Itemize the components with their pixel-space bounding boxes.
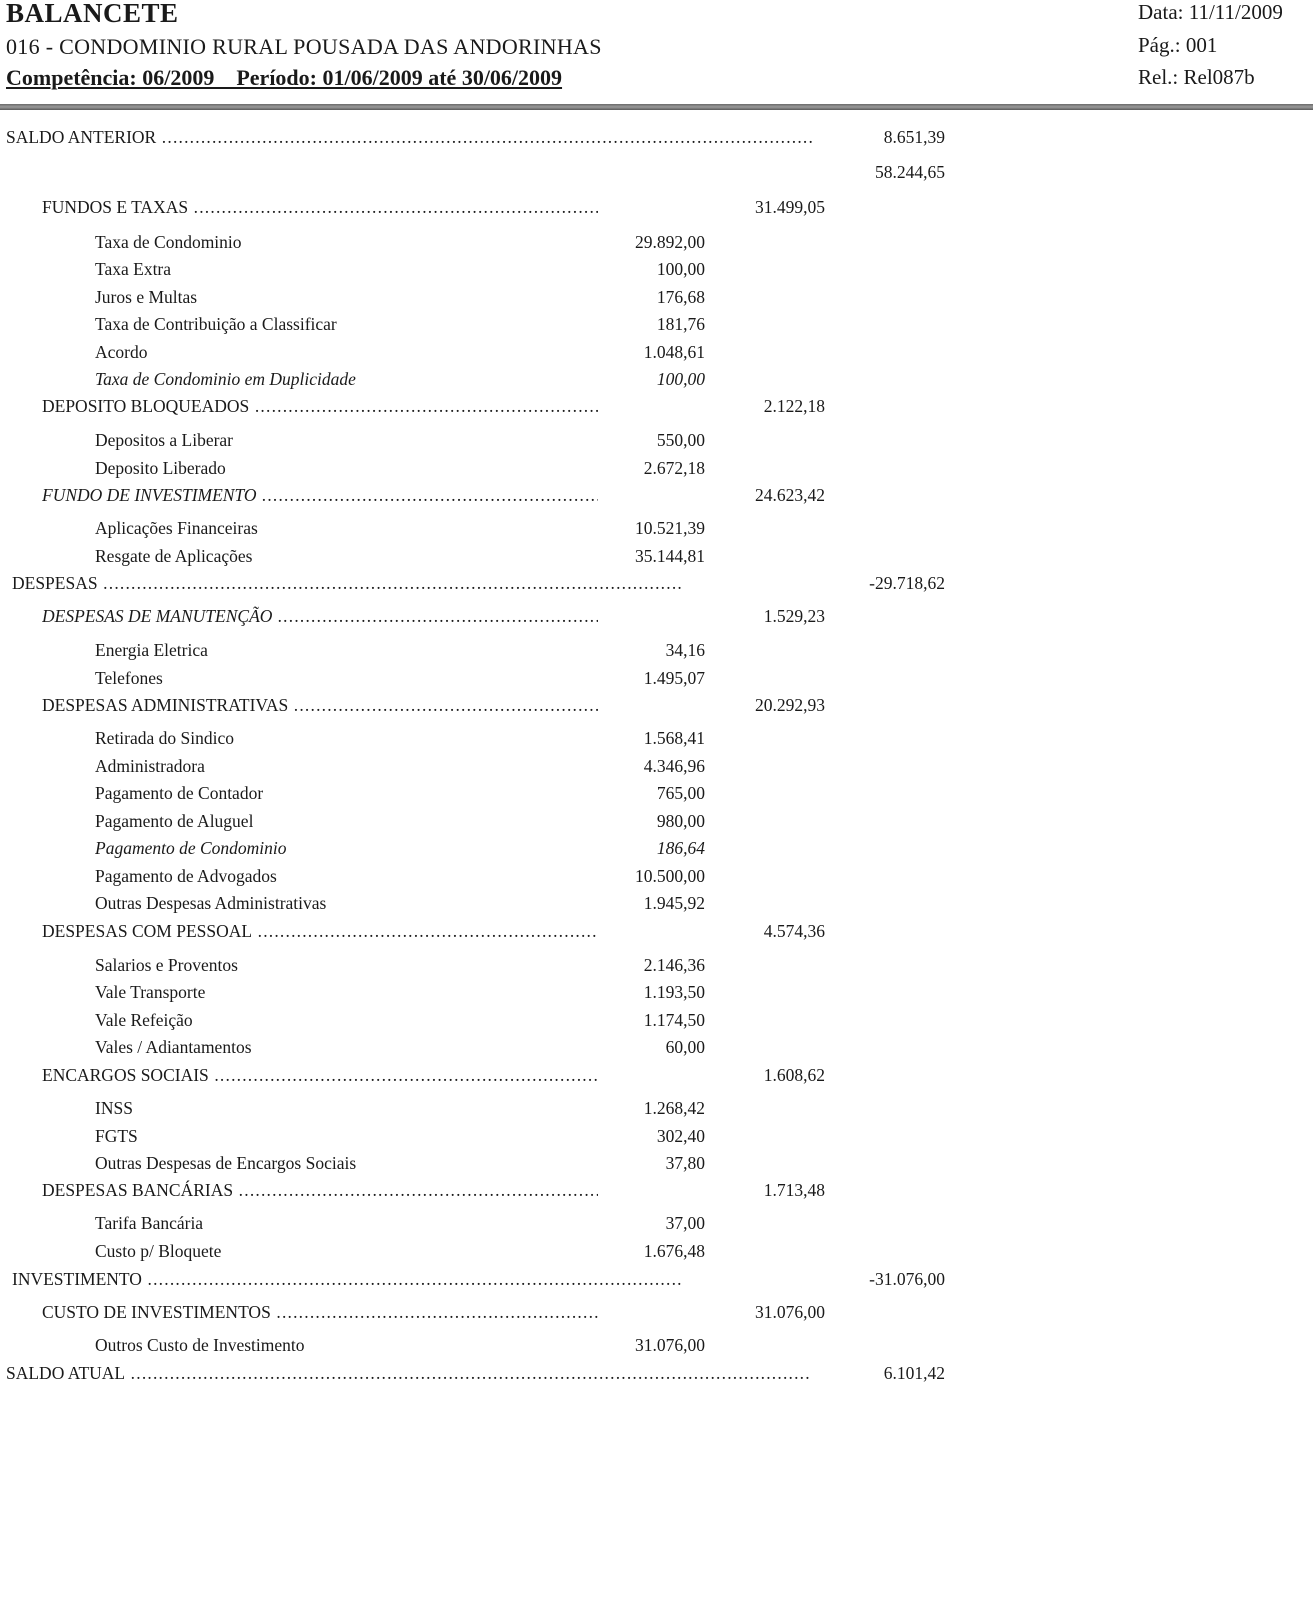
ledger-label: Retirada do Sindico [95,728,235,748]
ledger-label: Depositos a Liberar [95,430,234,450]
ledger-label: INSS [95,1098,133,1118]
ledger-value: 31.076,00 [635,1335,705,1355]
ledger-section [0,1362,1313,1384]
ledger-value: 176,68 [656,287,705,307]
ledger-item [0,545,1313,567]
ledger-label: Vale Refeição [95,1010,193,1030]
ledger-value: 35.144,81 [635,546,705,566]
ledger-value: 31.076,00 [755,1302,825,1322]
ledger-label: Pagamento de Advogados [95,866,277,886]
page-number: Pág.: 001 [1138,33,1218,57]
ledger-section [0,1268,1313,1290]
report-date: Data: 11/11/2009 [1138,0,1283,24]
ledger-label: Administradora [95,756,205,776]
ledger-item [0,341,1313,363]
ledger-label: FUNDO DE INVESTIMENTO ..... [42,484,598,506]
ledger-value: 31.499,05 [755,197,825,217]
ledger-label: DESPESAS COM PESSOAL ..... [42,920,598,942]
ledger-value: 765,00 [656,783,705,803]
ledger-label: Taxa de Condominio [95,232,242,252]
ledger-item [0,1097,1313,1119]
ledger-label: Outros Custo de Investimento [95,1335,305,1355]
ledger-label: Pagamento de Aluguel [95,811,254,831]
ledger-label: Energia Eletrica [95,640,208,660]
competence-period: Competência: 06/2009 Período: 01/06/2009 até 30/06/2009 [6,65,563,90]
ledger-value: 1.608,62 [763,1065,825,1085]
ledger-item [0,457,1313,479]
ledger-value: 1.174,50 [643,1010,705,1030]
ledger-value: 100,00 [656,259,705,279]
ledger-value: 34,16 [665,640,705,660]
ledger-section [0,126,1313,148]
ledger-value: 550,00 [656,430,705,450]
ledger-label: Taxa Extra [95,259,172,279]
ledger-item [0,1125,1313,1147]
ledger-value: 100,00 [656,369,705,389]
ledger-group [0,1179,1313,1201]
ledger-item [0,810,1313,832]
ledger-label: DESPESAS DE MANUTENÇÃO ..... [42,605,598,627]
ledger-value: 1.568,41 [643,728,705,748]
ledger-label: SALDO ATUAL ..... [6,1362,812,1384]
ledger-value: 1.713,48 [763,1180,825,1200]
ledger-label: Taxa de Contribuição a Classificar [95,314,337,334]
ledger-label: DESPESAS ADMINISTRATIVAS ..... [42,694,598,716]
ledger-item [0,1240,1313,1262]
ledger-label: CUSTO DE INVESTIMENTOS ..... [42,1301,598,1323]
ledger-label: Aplicações Financeiras [95,518,258,538]
ledger-value: 1.495,07 [643,668,705,688]
ledger-value: 980,00 [656,811,705,831]
ledger-item [0,954,1313,976]
ledger-label: Acordo [95,342,148,362]
ledger-value: 2.672,18 [643,458,705,478]
ledger-value: 10.500,00 [635,866,705,886]
ledger-label: Custo p/ Bloquete [95,1241,222,1261]
ledger-value: 37,00 [665,1213,705,1233]
ledger-label: Juros e Multas [95,287,198,307]
ledger-item [0,1334,1313,1356]
ledger-label: DEPOSITO BLOQUEADOS ..... [42,395,598,417]
ledger-item [0,258,1313,280]
ledger-value: 29.892,00 [635,232,705,252]
document-title: BALANCETE [6,0,179,28]
ledger-group [0,395,1313,417]
ledger-item [0,231,1313,253]
ledger-value: 1.676,48 [643,1241,705,1261]
ledger-label: Vale Transporte [95,982,206,1002]
report-id: Rel.: Rel087b [1138,65,1255,89]
ledger-item [0,981,1313,1003]
ledger-value: 58.244,65 [875,162,945,182]
ledger-item [0,429,1313,451]
ledger-group [0,605,1313,627]
ledger-label: FUNDOS E TAXAS ..... [42,196,598,218]
ledger-value: 6.101,42 [883,1363,945,1383]
ledger-label: DESPESAS ..... [12,572,682,594]
ledger-value: -29.718,62 [869,573,945,593]
ledger-value: -31.076,00 [869,1269,945,1289]
ledger-value: 60,00 [665,1037,705,1057]
ledger-value: 2.146,36 [643,955,705,975]
ledger-item [0,892,1313,914]
ledger-item [0,865,1313,887]
ledger-value: 1.529,23 [763,606,825,626]
ledger-value: 186,64 [656,838,705,858]
ledger-group [0,1301,1313,1323]
ledger-section [0,572,1313,594]
ledger-label: DESPESAS BANCÁRIAS ..... [42,1179,598,1201]
ledger-value: 1.193,50 [643,982,705,1002]
ledger-label: Outras Despesas de Encargos Sociais [95,1153,357,1173]
ledger-item [0,727,1313,749]
ledger-item [0,313,1313,335]
ledger-label: Salarios e Proventos [95,955,238,975]
ledger-value: 1.945,92 [643,893,705,913]
ledger-item [0,286,1313,308]
header-divider [0,104,1313,110]
ledger-label: SALDO ANTERIOR ..... [6,126,812,148]
ledger-item [0,517,1313,539]
ledger-item [0,755,1313,777]
ledger-item [0,1152,1313,1174]
ledger-value: 24.623,42 [755,485,825,505]
ledger-label: FGTS [95,1126,138,1146]
ledger-value: 4.346,96 [643,756,705,776]
ledger-item [0,1036,1313,1058]
condominium-name: 016 - CONDOMINIO RURAL POUSADA DAS ANDORINHAS [6,34,602,59]
ledger-item [0,837,1313,859]
ledger-item [0,667,1313,689]
ledger-item [0,1212,1313,1234]
ledger-value: 181,76 [656,314,705,334]
ledger-label: Pagamento de Contador [95,783,264,803]
ledger-value: 2.122,18 [763,396,825,416]
ledger-group [0,484,1313,506]
ledger-label: INVESTIMENTO ..... [12,1268,682,1290]
ledger-value: 10.521,39 [635,518,705,538]
ledger-value: 4.574,36 [763,921,825,941]
ledger-value: 20.292,93 [755,695,825,715]
ledger-item [0,639,1313,661]
ledger-label: Resgate de Aplicações [95,546,253,566]
ledger-label: ENCARGOS SOCIAIS ..... [42,1064,598,1086]
ledger-value: 1.048,61 [643,342,705,362]
ledger-group [0,694,1313,716]
ledger-label: Taxa de Condominio em Duplicidade [95,369,356,389]
ledger-label: Vales / Adiantamentos [95,1037,252,1057]
ledger-label: Telefones [95,668,163,688]
ledger-group [0,196,1313,218]
ledger-item [0,368,1313,390]
ledger-label: Tarifa Bancária [95,1213,204,1233]
ledger-label: Pagamento de Condominio [95,838,287,858]
ledger-value: 37,80 [665,1153,705,1173]
ledger-group [0,1064,1313,1086]
ledger-value: 302,40 [656,1126,705,1146]
ledger-item [0,1009,1313,1031]
ledger-label: Outras Despesas Administrativas [95,893,327,913]
ledger-group [0,920,1313,942]
ledger-section [0,161,1313,183]
ledger-value: 8.651,39 [883,127,945,147]
ledger-label: Deposito Liberado [95,458,226,478]
ledger-value: 1.268,42 [643,1098,705,1118]
ledger-item [0,782,1313,804]
